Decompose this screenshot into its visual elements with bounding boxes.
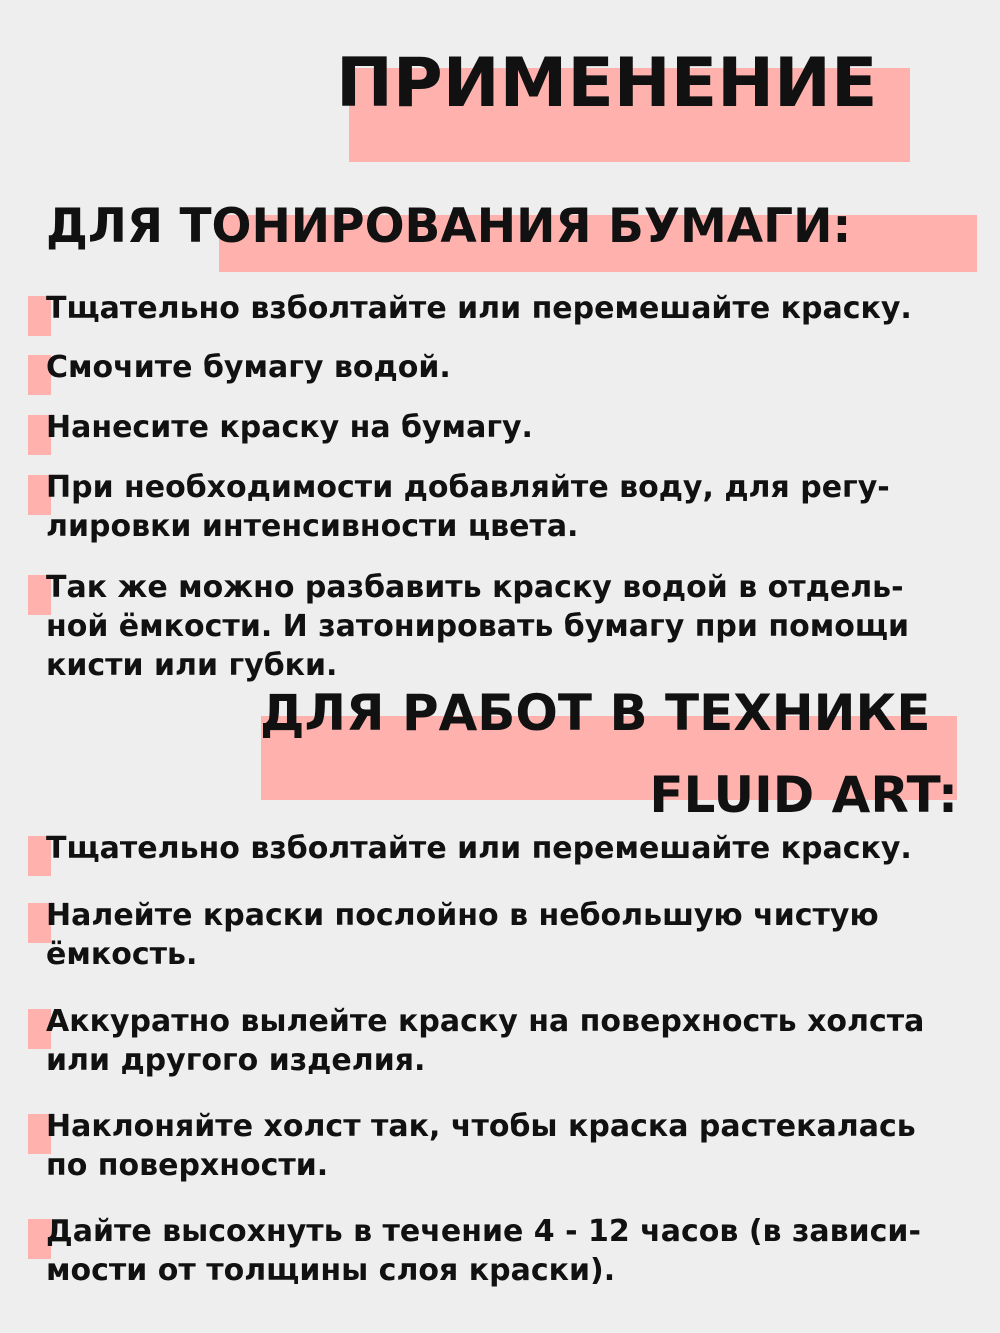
section-fluid-art-heading-line1: ДЛЯ РАБОТ В ТЕХНИКЕ xyxy=(260,684,931,742)
toning-step-3: Нанесите краску на бумагу. xyxy=(46,410,533,445)
toning-step-5: Так же можно разбавить краску водой в отдель- ной ёмкости. И затонировать бумагу при помощи кисти или губки. xyxy=(46,570,910,683)
fluid-step-1: Тщательно взболтайте или перемешайте краску. xyxy=(46,831,912,866)
toning-step-4: При необходимости добавляйте воду, для регу- лировки интенсивности цвета. xyxy=(46,470,890,544)
section-toning-heading: ДЛЯ ТОНИРОВАНИЯ БУМАГИ: xyxy=(46,199,852,254)
toning-step-2: Смочите бумагу водой. xyxy=(46,350,451,385)
page-title: ПРИМЕНЕНИЕ xyxy=(336,44,878,123)
fluid-step-5: Дайте высохнуть в течение 4 - 12 часов (в зависи- мости от толщины слоя краски). xyxy=(46,1214,921,1288)
fluid-step-2: Налейте краски послойно в небольшую чистую ёмкость. xyxy=(46,898,879,972)
fluid-step-3: Аккуратно вылейте краску на поверхность холста или другого изделия. xyxy=(46,1004,925,1078)
toning-step-1: Тщательно взболтайте или перемешайте краску. xyxy=(46,291,912,326)
fluid-step-4: Наклоняйте холст так, чтобы краска растекалась по поверхности. xyxy=(46,1109,916,1183)
section-fluid-art-heading-line2: FLUID ART: xyxy=(649,766,958,824)
